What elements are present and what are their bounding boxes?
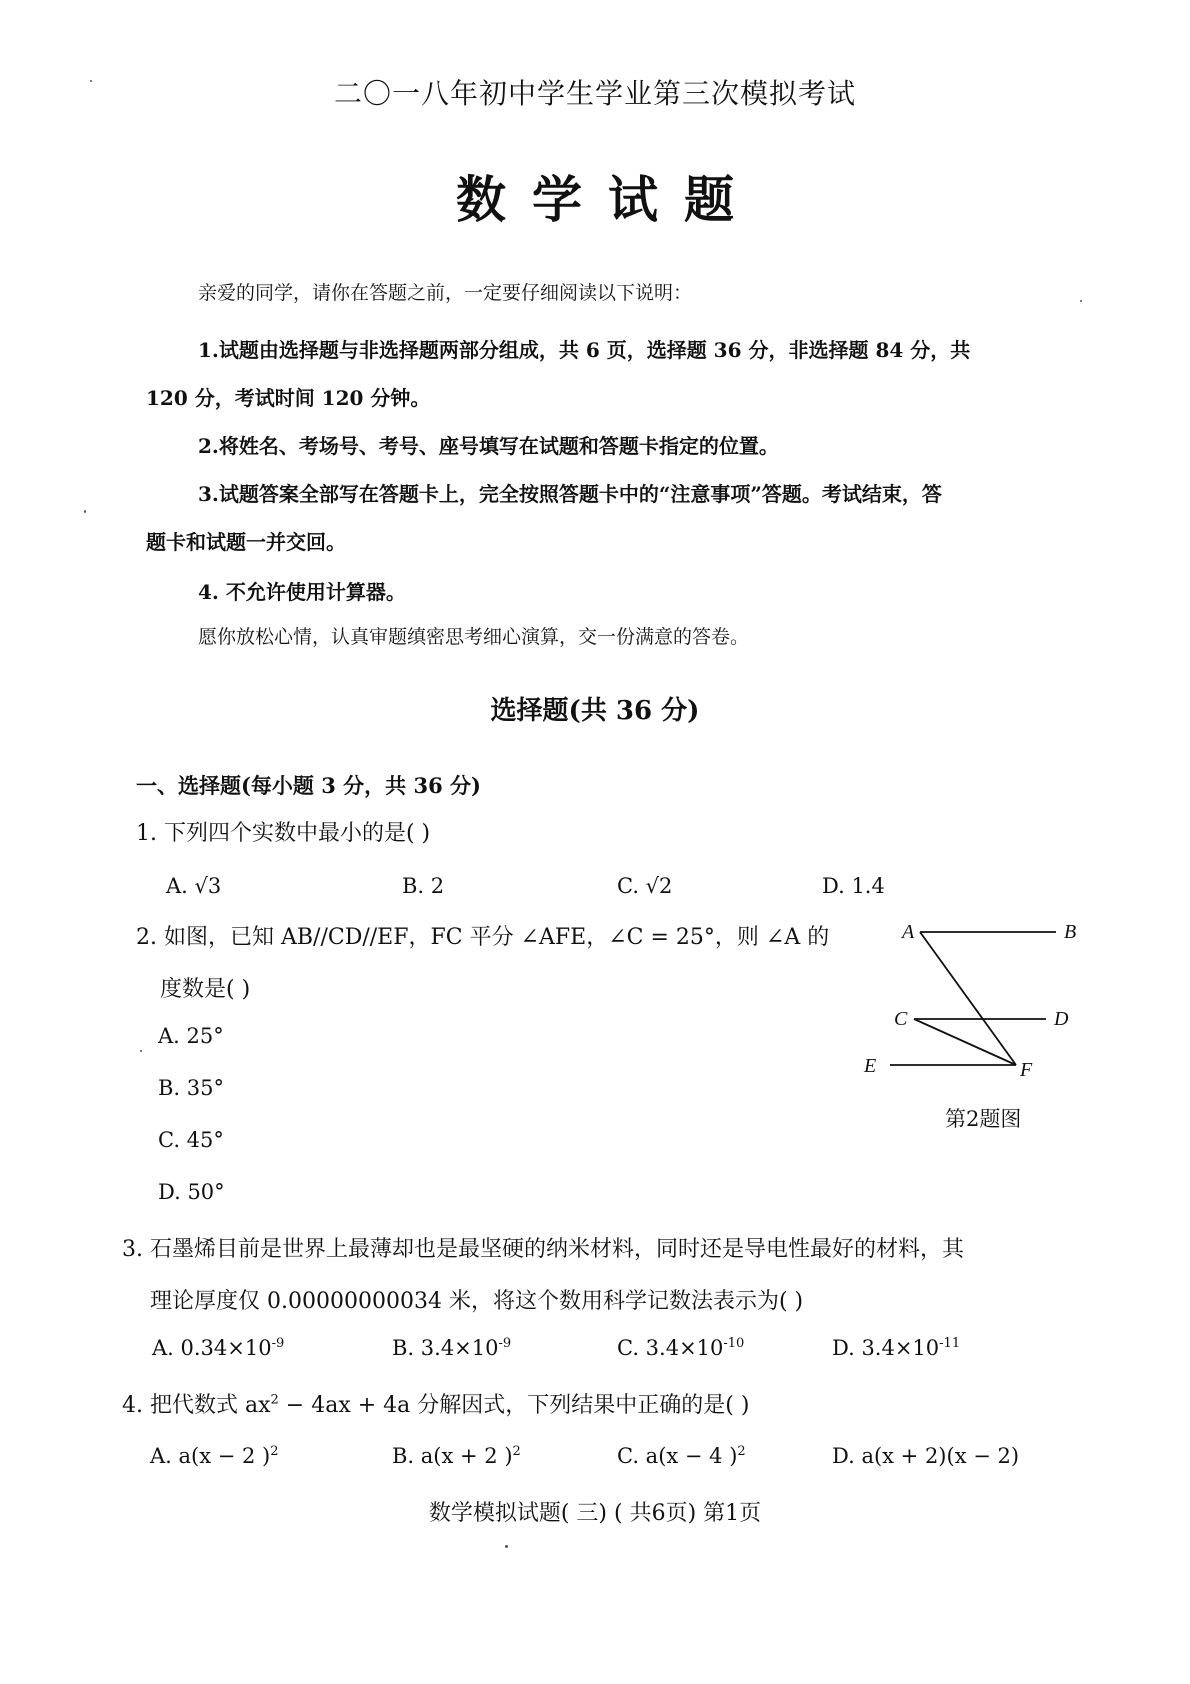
point-label-a: A bbox=[902, 921, 915, 943]
section-title: 选择题(共 36 分) bbox=[490, 696, 700, 726]
question-2-option-b: B. 35° bbox=[158, 1076, 225, 1100]
question-3-option-d-exponent: -11 bbox=[939, 1336, 961, 1351]
question-3-option-c-base: C. 3.4×10 bbox=[617, 1336, 724, 1360]
instructions-greeting: 亲爱的同学，请你在答题之前，一定要仔细阅读以下说明： bbox=[198, 282, 693, 304]
question-3-option-a-base: A. 0.34×10 bbox=[152, 1336, 272, 1360]
subject-title: 数学试题 bbox=[456, 170, 760, 229]
instruction-item-4: 4. 不允许使用计算器。 bbox=[198, 580, 406, 604]
scan-speck bbox=[90, 80, 92, 82]
question-2-option-a: A. 25° bbox=[158, 1024, 224, 1048]
question-4-option-a-exponent: 2 bbox=[270, 1444, 279, 1459]
instruction-item-3-line-1: 3.试题答案全部写在答题卡上，完全按照答题卡中的“注意事项”答题。考试结束，答 bbox=[198, 482, 942, 506]
scan-speck bbox=[84, 510, 86, 513]
scan-speck bbox=[1080, 300, 1082, 302]
question-4-option-b-exponent: 2 bbox=[512, 1444, 521, 1459]
instructions-closing: 愿你放松心情，认真审题缜密思考细心演算，交一份满意的答卷。 bbox=[198, 626, 750, 648]
question-2-stem-line-1: 2. 如图，已知 AB//CD//EF，FC 平分 ∠AFE，∠C = 25°，则 ∠A 的 bbox=[136, 925, 830, 950]
figure-caption: 第2题图 bbox=[945, 1107, 1022, 1131]
question-3-option-b-base: B. 3.4×10 bbox=[392, 1336, 499, 1360]
question-2-option-c: C. 45° bbox=[158, 1128, 224, 1152]
question-4-option-a bbox=[150, 1444, 279, 1468]
question-3-option-d bbox=[832, 1336, 960, 1360]
question-4-option-d: D. a(x + 2)(x − 2) bbox=[832, 1444, 1020, 1468]
point-label-e: E bbox=[864, 1055, 877, 1077]
question-1-option-c: C. √2 bbox=[617, 874, 673, 898]
question-2-stem-line-2: 度数是( ) bbox=[160, 977, 251, 1002]
question-4-option-c-base: C. a(x − 4 ) bbox=[617, 1444, 738, 1468]
question-4-stem-post: − 4ax + 4a 分解因式，下列结果中正确的是( ) bbox=[278, 1393, 750, 1418]
exam-title: 二〇一八年初中学生学业第三次模拟考试 bbox=[333, 77, 856, 110]
question-3-stem-line-1: 3. 石墨烯目前是世界上最薄却也是最坚硬的纳米材料，同时还是导电性最好的材料，其 bbox=[122, 1237, 964, 1262]
instruction-item-1-line-2: 120 分，考试时间 120 分钟。 bbox=[146, 386, 431, 410]
question-3-option-b-exponent: -9 bbox=[498, 1336, 512, 1351]
question-2-figure bbox=[858, 910, 1098, 1080]
line-cf bbox=[914, 1019, 1016, 1065]
question-3-option-c-exponent: -10 bbox=[723, 1336, 745, 1351]
instruction-item-2: 2.将姓名、考场号、考号、座号填写在试题和答题卡指定的位置。 bbox=[198, 434, 779, 458]
question-4-stem-exponent: 2 bbox=[270, 1392, 279, 1408]
question-4-stem bbox=[122, 1388, 749, 1419]
question-3-option-c bbox=[617, 1336, 744, 1360]
scan-speck bbox=[140, 1050, 142, 1052]
question-4-option-a-base: A. a(x − 2 ) bbox=[150, 1444, 271, 1468]
question-1-option-d: D. 1.4 bbox=[822, 874, 885, 898]
question-1-option-b: B. 2 bbox=[402, 874, 445, 898]
question-2-option-d: D. 50° bbox=[158, 1180, 225, 1204]
line-af bbox=[920, 932, 1016, 1065]
question-3-stem-line-2: 理论厚度仅 0.00000000034 米，将这个数用科学记数法表示为( ) bbox=[150, 1289, 804, 1314]
question-3-option-d-base: D. 3.4×10 bbox=[832, 1336, 940, 1360]
question-3-option-a-exponent: -9 bbox=[271, 1336, 285, 1351]
point-label-c: C bbox=[894, 1008, 908, 1030]
point-label-f: F bbox=[1020, 1059, 1033, 1080]
point-label-d: D bbox=[1054, 1008, 1069, 1030]
question-4-option-b-base: B. a(x + 2 ) bbox=[392, 1444, 513, 1468]
point-label-b: B bbox=[1064, 921, 1077, 943]
page-footer: 数学模拟试题( 三) ( 共6页) 第1页 bbox=[428, 1501, 762, 1526]
instruction-item-1-line-1: 1.试题由选择题与非选择题两部分组成，共 6 页，选择题 36 分，非选择题 84 分，共 bbox=[198, 338, 971, 362]
question-4-option-b bbox=[392, 1444, 521, 1468]
instruction-item-3-line-2: 题卡和试题一并交回。 bbox=[146, 530, 346, 554]
question-4-option-c bbox=[617, 1444, 746, 1468]
part-heading: 一、选择题(每小题 3 分，共 36 分) bbox=[136, 773, 481, 798]
question-1-option-a: A. √3 bbox=[166, 874, 222, 898]
question-3-option-b bbox=[392, 1336, 511, 1360]
question-3-option-a bbox=[152, 1336, 284, 1360]
question-1-stem: 1. 下列四个实数中最小的是( ) bbox=[136, 821, 431, 846]
scan-speck bbox=[505, 1545, 508, 1548]
question-4-stem-pre: 4. 把代数式 ax bbox=[122, 1393, 271, 1418]
question-4-option-c-exponent: 2 bbox=[737, 1444, 746, 1459]
